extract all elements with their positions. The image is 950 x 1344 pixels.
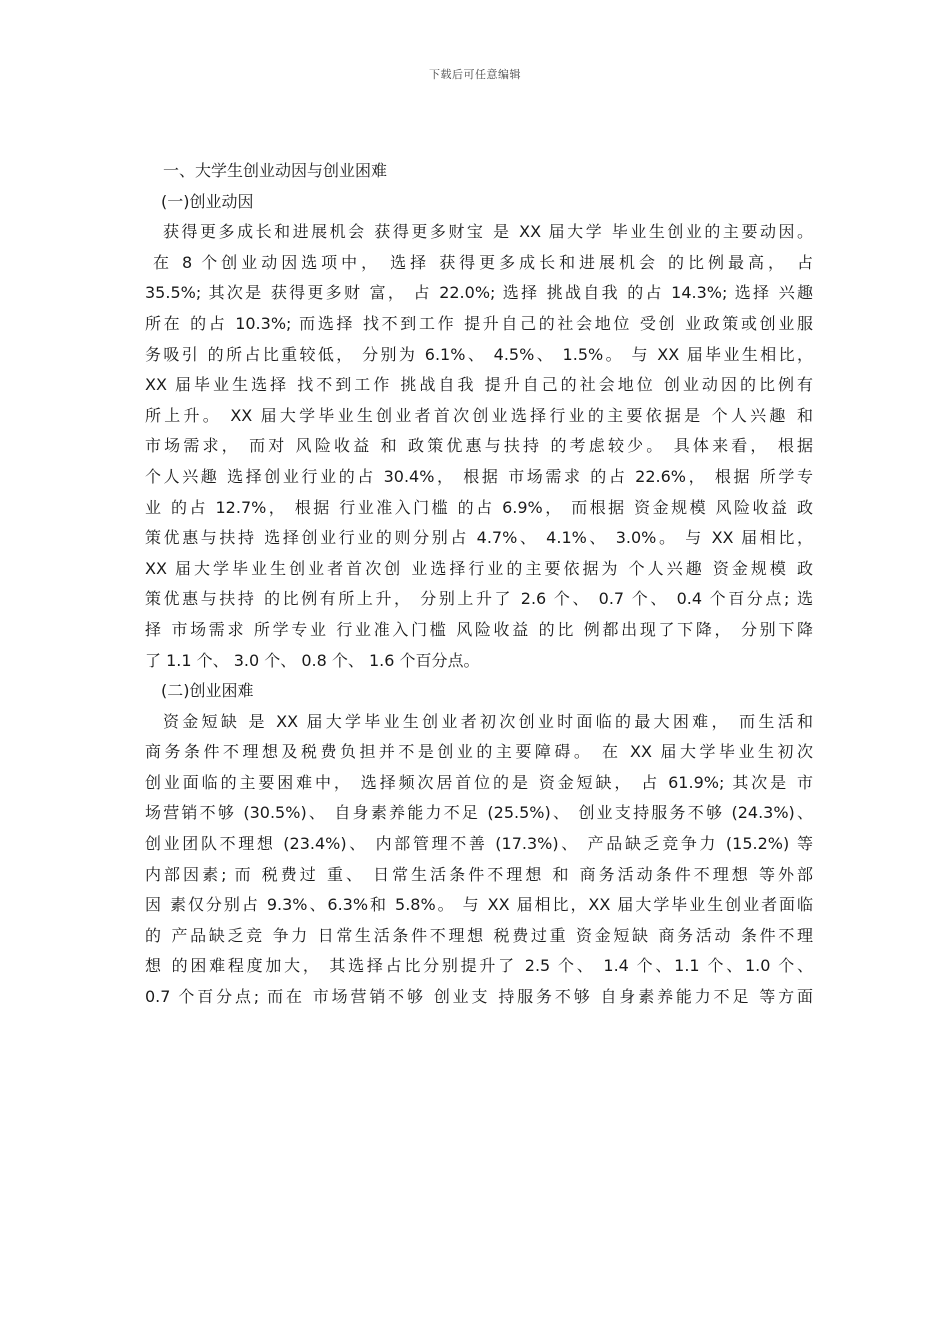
paragraph-line: 想 的困难程度加大， 其选择占比分别提升了 2.5 个、 1.4 个、1.1 个、1.0 个、 [145,956,813,976]
paragraph-line: 资金短缺 是 XX 届大学毕业生创业者初次创业时面临的最大困难， 而生活和 [163,711,813,731]
paragraph-line: 业 的占 12.7%， 根据 行业准入门槛 的占 6.9%， 而根据 资金规模 风险收益 政 [145,497,813,517]
subsection-heading-difficulty: (二)创业困难 [161,681,254,701]
paragraph-line: 策优惠与扶持 选择创业行业的则分别占 4.7%、 4.1%、 3.0%。 与 XX 届相比， [145,528,813,548]
paragraph-line: 因 素仅分别占 9.3%、6.3%和 5.8%。 与 XX 届相比，XX 届大学毕业生创业者面临 [145,895,813,915]
subsection-heading-motivation: (一)创业动因 [161,191,254,211]
section-heading: 一、大学生创业动因与创业困难 [163,161,388,180]
paragraph-line: 商务条件不理想及税费负担并不是创业的主要障碍。 在 XX 届大学毕业生初次 [145,742,813,762]
paragraph-line: 创业团队不理想 (23.4%)、 内部管理不善 (17.3%)、 产品缺乏竞争力 (15.2%) 等 [145,834,813,854]
paragraph-line: XX 届毕业生选择 找不到工作 挑战自我 提升自己的社会地位 创业动因的比例有 [145,375,813,395]
paragraph-line: 在 8 个创业动因选项中， 选择 获得更多成长和进展机会 的比例最高， 占 [153,252,813,272]
paragraph-line: 35.5%; 其次是 获得更多财 富， 占 22.0%; 选择 挑战自我 的占 14.3%; 选择 兴趣 [145,283,813,303]
document-body [145,156,813,1013]
paragraph-line: 个人兴趣 选择创业行业的占 30.4%， 根据 市场需求 的占 22.6%， 根据 所学专 [145,466,813,486]
paragraph-line: 的 产品缺乏竞 争力 日常生活条件不理想 税费过重 资金短缺 商务活动 条件不理 [145,925,813,945]
paragraph-line: 获得更多成长和进展机会 获得更多财宝 是 XX 届大学 毕业生创业的主要动因。 [163,222,813,242]
paragraph-line: 了 1.1 个、 3.0 个、 0.8 个、 1.6 个百分点。 [145,650,480,670]
paragraph-line: 0.7 个百分点; 而在 市场营销不够 创业支 持服务不够 自身素养能力不足 等方面 [145,987,813,1007]
paragraph-line: 务吸引 的所占比重较低， 分别为 6.1%、 4.5%、 1.5%。 与 XX 届毕业生相比， [145,344,813,364]
paragraph-line: 内部因素; 而 税费过 重、 日常生活条件不理想 和 商务活动条件不理想 等外部 [145,864,813,884]
paragraph-line: XX 届大学毕业生创业者首次创 业选择行业的主要依据为 个人兴趣 资金规模 政 [145,558,813,578]
paragraph-line: 策优惠与扶持 的比例有所上升， 分别上升了 2.6 个、 0.7 个、 0.4 个百分点; 选 [145,589,813,609]
page-header: 下载后可任意编辑 [429,68,521,81]
paragraph-line: 场营销不够 (30.5%)、 自身素养能力不足 (25.5%)、 创业支持服务不够 (24.3%)、 [145,803,813,823]
paragraph-line: 市场需求， 而对 风险收益 和 政策优惠与扶持 的考虑较少。 具体来看， 根据 [145,436,813,456]
paragraph-line: 所在 的占 10.3%; 而选择 找不到工作 提升自己的社会地位 受创 业政策或创业服 [145,313,813,333]
paragraph-line: 创业面临的主要困难中， 选择频次居首位的是 资金短缺， 占 61.9%; 其次是 市 [145,772,813,792]
paragraph-line: 所上升。 XX 届大学毕业生创业者首次创业选择行业的主要依据是 个人兴趣 和 [145,405,813,425]
paragraph-line: 择 市场需求 所学专业 行业准入门槛 风险收益 的比 例都出现了下降， 分别下降 [145,619,813,639]
